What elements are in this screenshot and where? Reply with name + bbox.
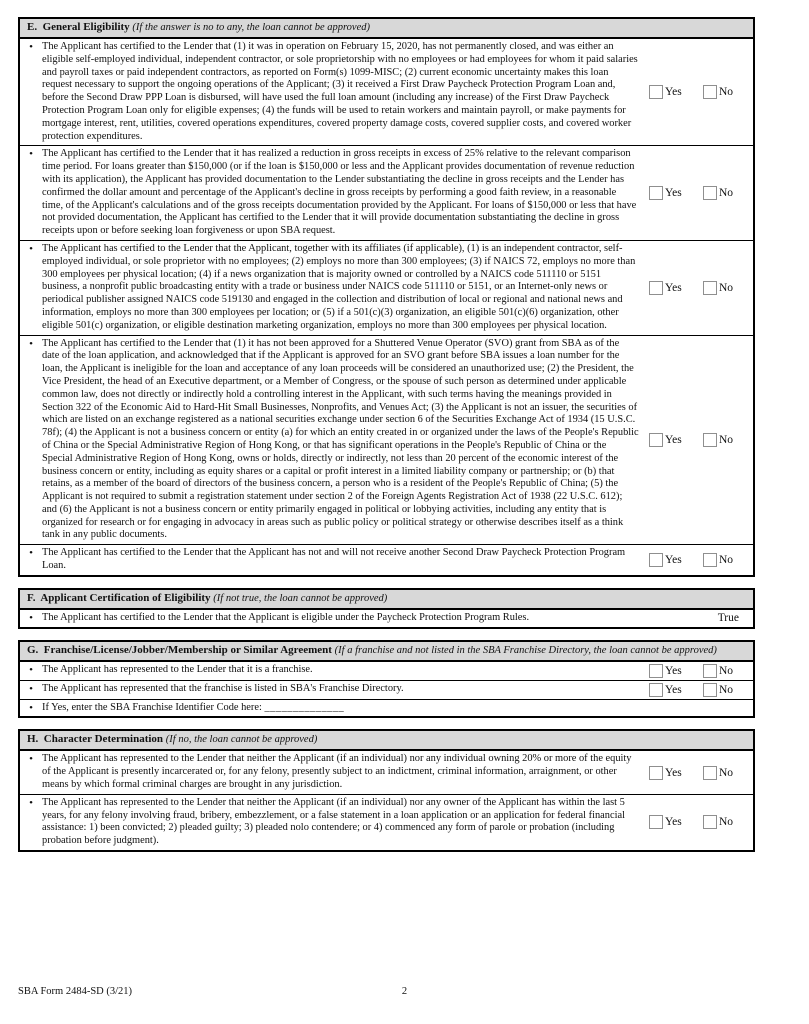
certification-text: The Applicant has certified to the Lender that (1) it was in operation on February 15, 2020, has not permanently closed, and was either an eligible self-employed individual, independent contractor, or sole proprietorship with no employees or had employees for whom it paid salaries and payroll taxes or paid independent contractors, as reported on Form(s) 1099-MISC; (2) current economic uncertainty makes this loan request necessary to support the ongoing operations of the Applicant; (3) it received a First Draw Paycheck Protection Program Loan and, before the Second Draw PPP Loan is disbursed, will have used the full loan amount (including any increase) of the First Draw Paycheck Protection Program Loan only for eligible expenses; (4) the funds will be used to retain workers and maintain payroll, or make payments for mortgage interest, rent, utilities, covered operations expenditures, covered property damage costs, covered supplier costs, and covered worker protection expenditures. <box>42 41 638 142</box>
no-checkbox[interactable] <box>703 85 717 99</box>
certification-text: The Applicant has certified to the Lender that the Applicant has not and will not receive another Second Draw Paycheck Protection Program Loan. <box>42 547 626 572</box>
yes-label: Yes <box>665 816 682 829</box>
no-checkbox[interactable] <box>703 186 717 200</box>
yes-label: Yes <box>665 766 682 779</box>
no-label: No <box>719 86 734 99</box>
no-option[interactable] <box>703 85 733 99</box>
yes-checkbox[interactable] <box>649 186 663 200</box>
sba-franchise-identifier-code-field[interactable]: ______________ <box>264 701 345 713</box>
certification-text: The Applicant has certified to the Lender that it has realized a reduction in gross receipts in excess of 25% relative to the relevant comparison time period. For loans greater than $150,000 (or if the loan is $150,000 or less and the Applicant provides documentation of revenue reduction with its application), the Applicant has provided documentation to the Lender substantiating the decline in gross receipts and the Lender has confirmed the dollar amount and percentage of the Applicant's decline in gross receipts by performing a good faith review, in a reasonable time, of the Applicant's calculations and of the gross receipts documentation provided by the Applicant. For loans of $150,000 or less that have not provided documentation, the Applicant has certified to the Lender that it will provide documentation substantiating the decline in gross receipts upon or before seeking loan forgiveness or upon SBA request. <box>42 148 637 237</box>
yes-no-answers <box>649 85 753 99</box>
section-h-character-determination <box>18 729 755 852</box>
no-label: No <box>719 433 734 446</box>
no-label: No <box>719 816 734 829</box>
no-checkbox[interactable] <box>703 553 717 567</box>
section-f-title: F. Applicant Certification of Eligibility <box>27 591 214 604</box>
certification-row <box>20 146 753 241</box>
yes-no-answers <box>649 815 753 829</box>
certification-text: The Applicant has represented that the franchise is listed in SBA's Franchise Directory. <box>42 683 404 695</box>
no-checkbox[interactable] <box>703 683 717 697</box>
yes-no-answers <box>649 186 753 200</box>
yes-option[interactable] <box>649 766 703 780</box>
certification-row <box>20 545 753 575</box>
section-g-title: G. Franchise/License/Jobber/Membership or Similar Agreement <box>27 643 335 656</box>
section-e-note: (If the answer is no to any, the loan cannot be approved) <box>132 22 370 33</box>
certification-text: The Applicant has certified to the Lender that (1) it has not been approved for a Shuttered Venue Operator (SVO) grant from SBA as of the date of the loan application, and acknowledged that if the Applicant is approved for an SVO grant before SBA issues a loan number for the loan, the Applicant is ineligible for the loan and acceptance of any loan proceeds will be considered an unauthorized use; (2) the President, the Vice President, the head of an Executive department, or a Member of Congress, or the spouse of such person as determined under applicable common law, does not directly or indirectly hold a controlling interest in the Applicant, with such terms having the meanings provided in Section 322 of the Economic Aid to Hard-Hit Small Businesses, Nonprofits, and Venues Act; (3) the Applicant is not an issuer, the securities of which are listed on an exchange registered as a national securities exchange under section 6 of the Securities Exchange Act of 1934 (15 U.S.C. 78f); (4) the Applicant is not a business concern or entity (a) for which an entity created in or organized under the laws of the People's Republic of China or the Special Administrative Region of Hong Kong, or that has significant operations in the People's Republic of China or the Special Administrative Region of Hong Kong, owns or holds, directly or indirectly, not less than 20 percent of the economic interest of the business concern or entity, including as equity shares or a capital or profit interest in a limited liability company or partnership; or (b) that retains, as a member of the board of directors of the business concern, a person who is a resident of the People's Republic of China; (5) the Applicant is not required to submit a registration statement under section 2 of the Foreign Agents Registration Act of 1938 (22 U.S.C. 612); and (6) the Applicant is not a business concern or entity primarily engaged in political or lobbying activities, including any entity that is organized for research or for engaging in advocacy in areas such as public policy or political strategy or otherwise describes itself as a think tank in any public documents. <box>42 337 639 541</box>
yes-option[interactable] <box>649 553 703 567</box>
yes-option[interactable] <box>649 815 703 829</box>
yes-option[interactable] <box>649 683 703 697</box>
section-h-note: (If no, the loan cannot be approved) <box>165 734 318 746</box>
no-option[interactable] <box>703 281 733 295</box>
yes-no-answers <box>649 281 753 295</box>
certification-row <box>20 610 753 627</box>
yes-no-answers <box>649 433 753 447</box>
yes-checkbox[interactable] <box>649 683 663 697</box>
bullet-marker: • <box>29 753 33 766</box>
certification-text: The Applicant has represented to the Lender that neither the Applicant (if an individual) nor any owner of the Applicant has within the last 5 years, for any felony involving fraud, bribery, embezzlement, or a false statement in a loan application or an application for federal financial assistance: 1) been convicted; 2) pleaded guilty; 3) pleaded nolo contendere; or 4) commenced any form of parole or probation (including probation before judgment). <box>42 796 625 847</box>
no-option[interactable] <box>703 664 733 678</box>
no-checkbox[interactable] <box>703 766 717 780</box>
section-e-title: E. General Eligibility <box>27 21 133 33</box>
yes-no-answers <box>649 683 753 697</box>
bullet-marker: • <box>29 663 33 676</box>
no-label: No <box>719 187 734 200</box>
franchise-identifier-row <box>42 702 753 715</box>
no-option[interactable] <box>703 683 733 697</box>
certification-row <box>20 751 753 794</box>
bullet-marker: • <box>29 796 33 809</box>
no-label: No <box>719 554 734 567</box>
yes-no-answers <box>649 766 753 780</box>
yes-label: Yes <box>665 187 682 200</box>
no-checkbox[interactable] <box>703 664 717 678</box>
page-number: 2 <box>401 986 408 997</box>
eligibility-true-value: True <box>717 612 739 625</box>
yes-option[interactable] <box>649 186 703 200</box>
section-f-note: (If not true, the loan cannot be approved) <box>213 592 388 604</box>
form-number: SBA Form 2484-SD (3/21) <box>18 986 133 997</box>
section-h-title: H. Character Determination <box>27 733 166 746</box>
bullet-marker: • <box>29 547 33 560</box>
yes-checkbox[interactable] <box>649 281 663 295</box>
yes-checkbox[interactable] <box>649 553 663 567</box>
form-page-content <box>18 17 755 863</box>
no-option[interactable] <box>703 766 733 780</box>
yes-label: Yes <box>665 433 682 446</box>
bullet-marker: • <box>29 611 33 624</box>
bullet-marker: • <box>29 242 33 255</box>
yes-label: Yes <box>665 554 682 567</box>
franchise-identifier-prompt: If Yes, enter the SBA Franchise Identifier Code here: <box>42 701 265 713</box>
certification-row <box>20 681 753 700</box>
no-checkbox[interactable] <box>703 433 717 447</box>
yes-label: Yes <box>665 683 682 696</box>
yes-checkbox[interactable] <box>649 85 663 99</box>
certification-row <box>20 795 753 850</box>
section-g-note: (If a franchise and not listed in the SBA Franchise Directory, the loan cannot be approved) <box>334 644 717 656</box>
yes-label: Yes <box>665 86 682 99</box>
yes-label: Yes <box>665 281 682 294</box>
certification-row <box>20 336 753 546</box>
certification-row <box>20 241 753 336</box>
yes-no-answers <box>649 553 753 567</box>
no-option[interactable] <box>703 186 733 200</box>
yes-option[interactable] <box>649 281 703 295</box>
section-f-applicant-certification <box>18 588 755 629</box>
yes-checkbox[interactable] <box>649 815 663 829</box>
section-h-header <box>20 731 753 751</box>
no-checkbox[interactable] <box>703 281 717 295</box>
bullet-marker: • <box>29 701 33 714</box>
no-option[interactable] <box>703 815 733 829</box>
certification-text: The Applicant has represented to the Lender that neither the Applicant (if an individual) nor any individual owning 20% or more of the equity of the Applicant is presently incarcerated or, for any felony, presently subject to an indictment, criminal information, arraignment, or other means by which formal criminal charges are brought in any jurisdiction. <box>42 753 632 791</box>
yes-option[interactable] <box>649 433 703 447</box>
no-checkbox[interactable] <box>703 815 717 829</box>
no-label: No <box>719 664 734 677</box>
certification-text: The Applicant has certified to the Lender that the Applicant is eligible under the Paycheck Protection Program Rules. <box>42 611 530 623</box>
no-option[interactable] <box>703 433 733 447</box>
certification-row <box>20 39 753 146</box>
yes-checkbox[interactable] <box>649 433 663 447</box>
yes-option[interactable] <box>649 664 703 678</box>
yes-label: Yes <box>665 664 682 677</box>
no-label: No <box>719 683 734 696</box>
no-label: No <box>719 281 734 294</box>
section-g-header <box>20 642 753 662</box>
section-e-header <box>20 19 753 39</box>
yes-checkbox[interactable] <box>649 766 663 780</box>
certification-text: The Applicant has represented to the Lender that it is a franchise. <box>42 664 313 676</box>
yes-option[interactable] <box>649 85 703 99</box>
certification-text: The Applicant has certified to the Lender that the Applicant, together with its affiliates (if applicable), (1) is an independent contractor, self-employed individual, or sole proprietor with no employees; (2) employs no more than 300 employees; (3) if NAICS 72, employs no more than 300 employees per physical location; (4) if a news organization that is majority owned or controlled by a NAICS code 511110 or 5151 business, a nonprofit public broadcasting entity with a trade or business under NAICS code 511110 or 5151, or an Internet-only news or periodical publisher assigned NAICS code 519130 and engaged in the collection and distribution of local or regional and national news and information, employs no more than 300 employees per location; or (5) if a 501(c)(3) organization, an eligible 501(c)(6) organization, other eligible 501(c) organization, or eligible destination marketing organization, employs no more than 300 employees per physical location. <box>42 242 636 331</box>
section-g-franchise-agreement <box>18 640 755 719</box>
no-label: No <box>719 766 734 779</box>
section-f-header <box>20 590 753 610</box>
no-option[interactable] <box>703 553 733 567</box>
yes-no-answers <box>649 664 753 678</box>
certification-row <box>20 662 753 681</box>
bullet-marker: • <box>29 682 33 695</box>
bullet-marker: • <box>29 41 33 53</box>
bullet-marker: • <box>29 337 33 350</box>
section-e-general-eligibility <box>18 17 755 577</box>
yes-checkbox[interactable] <box>649 664 663 678</box>
bullet-marker: • <box>29 148 33 161</box>
certification-row <box>20 700 753 717</box>
